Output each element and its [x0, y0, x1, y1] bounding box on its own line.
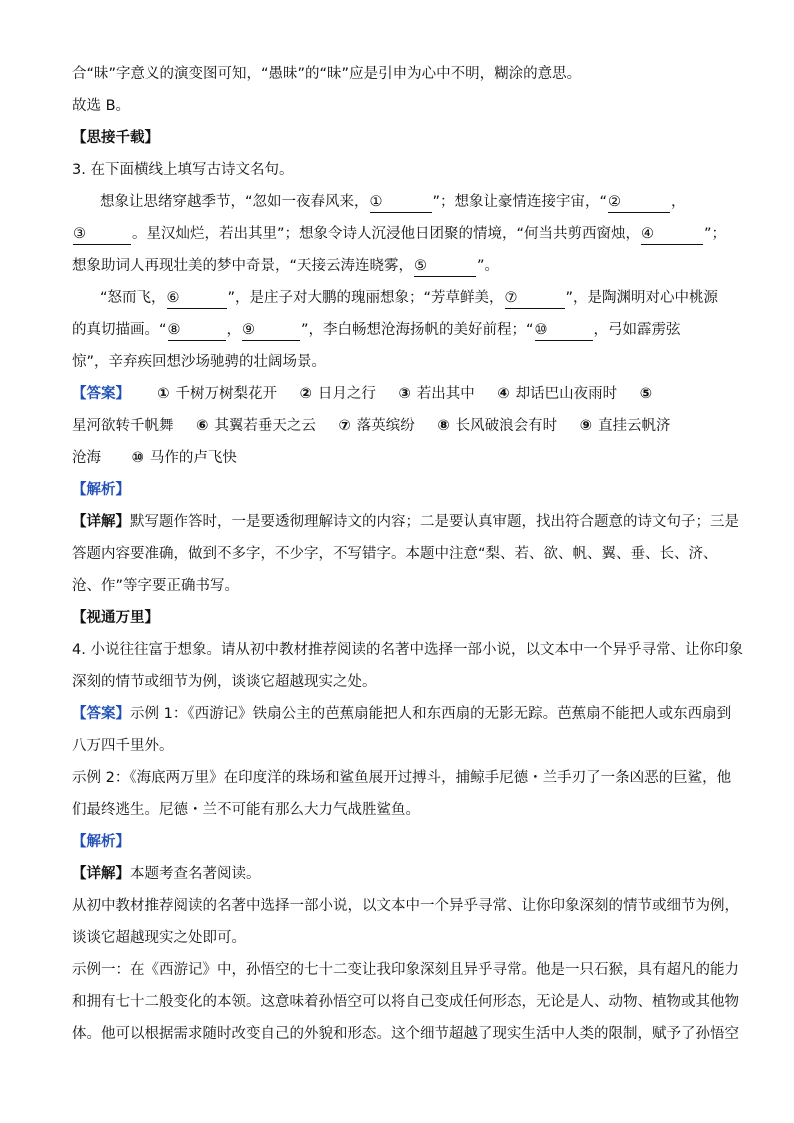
- detail-line: 和拥有七十二般变化的本领。这意味着孙悟空可以将自己变成任何形态，无论是人、动物、植物或其他物: [72, 994, 739, 1010]
- answer-line: [72, 448, 255, 468]
- answer-label: 【答案】: [72, 386, 130, 402]
- answer-line: 示例 2：《海底两万里》在印度洋的珠场和鲨鱼展开过搏斗，捕鲸手尼德・兰手刃了一条凶恶的巨鲨，他: [72, 770, 732, 786]
- question-stem: 3. 在下面横线上填写古诗文名句。: [72, 162, 294, 178]
- blank: ⑤: [414, 256, 476, 277]
- answer-line: 【答案】示例 1：《西游记》铁扇公主的芭蕉扇能把人和东西扇的无影无踪。芭蕉扇不能把人或东西扇到: [72, 706, 732, 722]
- detail-line: 答题内容要准确，做到不多字，不少字，不写错字。本题中注意“梨、若、欲、帆、翼、垂、长、济、: [72, 546, 718, 562]
- blank: ⑩: [535, 320, 593, 341]
- detail-line: 【详解】本题考查名著阅读。: [72, 866, 261, 882]
- blank: ③: [73, 224, 131, 245]
- question-line: 想象让思绪穿越季节，“忽如一夜春风来，① ”；想象让豪情连接宇宙，“② ，: [100, 192, 686, 212]
- answer-item: ③ 若出其中: [398, 386, 475, 402]
- blank: ⑧: [168, 320, 226, 341]
- answer-item: 星河欲转千帆舞: [72, 418, 174, 434]
- question-line: “怒而飞，⑥ ”，是庄子对大鹏的瑰丽想象；“芳草鲜美，⑦ ”，是陶渊明对心中桃源: [100, 288, 718, 308]
- blank: ②: [608, 192, 670, 213]
- question-line: ③ 。星汉灿烂，若出其里”；想象令诗人沉浸他日团聚的情境，“何当共剪西窗烛，④ ”；: [72, 224, 726, 244]
- question-line: 惊”，辛弃疾回想沙场驰骋的壮阔场景。: [72, 354, 327, 370]
- text-line: 故选 B。: [72, 98, 131, 114]
- question-line: 想象助词人再现壮美的梦中奇景，“天接云涛连晓雾，⑤ ”。: [72, 256, 499, 276]
- answer-item: ⑨ 直挂云帆济: [579, 418, 671, 434]
- answer-item: ① 千树万树梨花开: [157, 386, 277, 402]
- answer-item: ⑧ 长风破浪会有时: [437, 418, 558, 434]
- answer-line: 八万四千里外。: [72, 738, 174, 754]
- blank: ⑥: [167, 288, 227, 309]
- section-heading: 【视通万里】: [72, 610, 159, 626]
- detail-line: 沧、作”等字要正确书写。: [72, 578, 240, 594]
- blank: ①: [370, 192, 432, 213]
- answer-item: ⑦ 落英缤纷: [338, 418, 415, 434]
- answer-line: 们最终逃生。尼德・兰不可能有那么大力气战胜鲨鱼。: [72, 802, 420, 818]
- analysis-label: 【解析】: [72, 482, 130, 498]
- answer-item: ② 日月之行: [299, 386, 376, 402]
- answer-item: 沧海: [72, 450, 101, 466]
- blank: ⑨: [242, 320, 300, 341]
- question-stem: 4. 小说往往富于想象。请从初中教材推荐阅读的名著中选择一部小说，以文本中一个异乎寻常、让你印象: [72, 642, 743, 658]
- answer-item: ⑩ 马作的卢飞快: [131, 450, 237, 466]
- detail-line: 从初中教材推荐阅读的名著中选择一部小说，以文本中一个异乎寻常、让你印象深刻的情节或细节为例，: [72, 898, 739, 914]
- answer-item: ④ 却话巴山夜雨时: [497, 386, 618, 402]
- analysis-label: 【解析】: [72, 834, 130, 850]
- blank: ④: [641, 224, 703, 245]
- answer-item: ⑤: [639, 386, 653, 402]
- detail-line: 【详解】默写题作答时，一是要透彻理解诗文的内容；二是要认真审题，找出符合题意的诗文句子；三是: [72, 514, 739, 530]
- question-line: 的真切描画。“⑧ ，⑨ ”，李白畅想沧海扬帆的美好前程；“⑩ ，弓如霹雳弦: [72, 320, 681, 340]
- answer-line: [72, 384, 676, 404]
- question-line: 深刻的情节或细节为例，谈谈它超越现实之处。: [72, 674, 377, 690]
- answer-item: ⑥ 其翼若垂天之云: [196, 418, 316, 434]
- text-line: 合“昧”字意义的演变图可知，“愚昧”的“昧”应是引申为心中不明，糊涂的意思。: [72, 66, 582, 82]
- answer-line: [72, 416, 689, 436]
- blank: ⑦: [505, 288, 565, 309]
- answer-label: 【答案】: [72, 706, 130, 722]
- detail-line: 谈谈它超越现实之处即可。: [72, 930, 246, 946]
- section-heading: 【思接千载】: [72, 130, 159, 146]
- detail-line: 体。他可以根据需求随时改变自己的外貌和形态。这个细节超越了现实生活中人类的限制，赋予了孙悟空: [72, 1026, 739, 1042]
- detail-line: 示例一：在《西游记》中，孙悟空的七十二变让我印象深刻且异乎寻常。他是一只石猴，具有超凡的能力: [72, 962, 739, 978]
